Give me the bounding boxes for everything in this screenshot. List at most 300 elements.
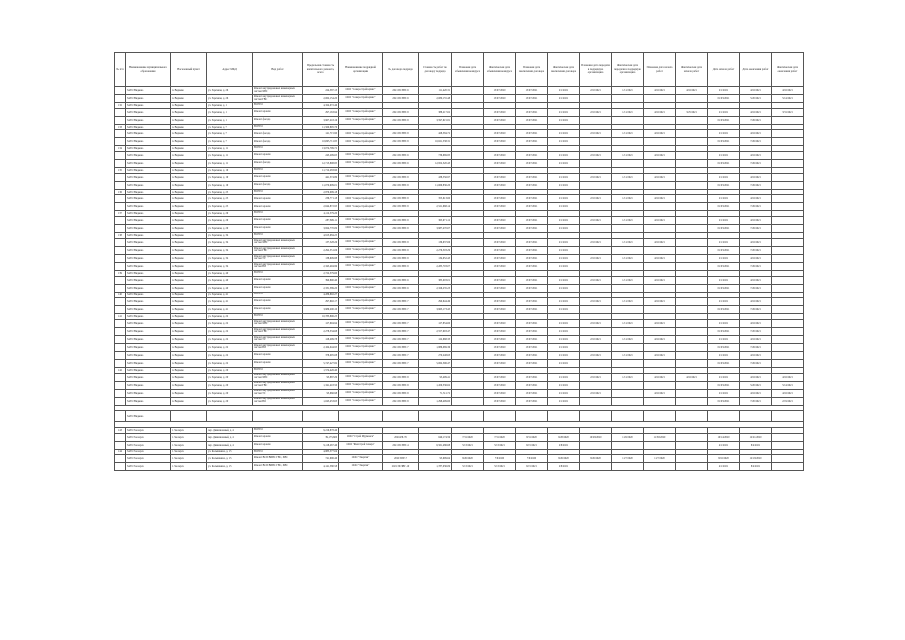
table-cell: п. Видяево [171,359,207,367]
table-cell [772,217,804,225]
table-cell [772,306,804,314]
table-cell: 15/07/2021 [516,397,548,405]
table-cell: 2/1/2021 [548,397,580,405]
table-cell [580,327,612,335]
table-cell: 741,996.46 [303,455,339,463]
table-cell: ЗАТО Видяево [126,367,171,373]
table-cell: 4,286,892.27 [303,292,339,298]
table-cell: 7/26/2021 [740,262,772,270]
table-cell: ул. Заречная, д. 1 [207,108,253,116]
table-cell: 428,384.72 [419,130,452,138]
table-cell: 15/07/2021 [516,160,548,168]
table-cell: 2/1/2021 [548,389,580,397]
table-cell: 1/11/2021 [612,238,644,246]
table-cell: 2021 ПСЗВГ-8 [383,203,419,211]
table-cell: 2021 ПСЗВГ-8 [383,389,419,397]
table-cell [676,381,708,389]
table-cell: п. Видяево [171,397,207,405]
table-cell: 01/03/2021 [708,397,740,405]
table-cell: п. Видяево [171,233,207,239]
table-cell: 388,217.62 [419,108,452,116]
table-cell: 4/16/2021 [644,373,676,381]
table-cell: 2021 ПСЗВГ-7 [383,351,419,359]
column-header: Предельная стоимость капитального ремонта, всего [303,53,339,87]
table-cell: 93,887.29 [303,373,339,381]
table-cell [452,254,484,262]
table-row [115,225,804,233]
table-cell: ул. Заречная, д. 25 [207,195,253,203]
table-cell: 2,062,154.20 [303,95,339,103]
table-cell: 136,637.66 [419,238,452,246]
table-cell: 15/07/2021 [516,343,548,351]
table-cell: г. Заозерск [171,455,207,463]
table-cell: ул. Заречная, д. 34 [207,233,253,239]
table-cell [676,319,708,327]
table-cell: п. Видяево [171,335,207,343]
table-cell: ЗАТО Видяево [126,254,171,262]
table-cell: ООО "Северостройсервис" [339,351,383,359]
table-cell: 01/03/2021 [708,225,740,233]
table-cell: 15/07/2020 [484,276,516,284]
table-cell: 15/07/2020 [484,152,516,160]
column-header: Фактическая дата начала работ [676,53,708,87]
table-cell [612,225,644,233]
table-cell: 4/16/2021 [644,335,676,343]
table-cell: ул. Заречная, д. 20 [207,397,253,405]
table-cell [772,173,804,181]
table-cell: 11,669,836.20 [419,181,452,189]
table-cell: 3,967,218.16 [303,116,339,124]
table-cell [676,463,708,471]
table-cell: ул. Заречная, д. 29 [207,211,253,217]
table-cell [452,381,484,389]
table-cell: 15/07/2021 [516,130,548,138]
table-cell: 7/20/2021 [740,397,772,405]
table-cell: ул. Заречная, д. 20 [207,381,253,389]
table-cell: 137 [115,211,126,217]
table-cell: 1/11/2021 [612,108,644,116]
table-cell: 3,987,470.67 [419,225,452,233]
table-cell: 4,141,580.58 [303,463,339,471]
table-row [115,173,804,181]
table-cell: ЗАТО Заозерск [126,455,171,463]
table-cell [772,441,804,449]
table-cell: 5,062,396.47 [419,359,452,367]
table-cell: 15/07/2020 [484,335,516,343]
table-cell [580,411,612,422]
table-cell [452,284,484,292]
table-cell [644,306,676,314]
table-cell: 1/11/2021 [612,195,644,203]
table-cell [115,455,126,463]
table-cell: 2/1/2021 [548,238,580,246]
table-cell: 365,971.12 [419,217,452,225]
table-cell: ул. Заречная, д. 11 [207,146,253,152]
table-cell: ЗАТО Видяево [126,292,171,298]
table-cell: 15/07/2020 [484,389,516,397]
table-cell: п. Видяево [171,262,207,270]
table-cell: 15/07/2020 [484,108,516,116]
table-cell: п. Видяево [171,238,207,246]
table-cell: 01/03/2021 [708,359,740,367]
table-row [115,306,804,314]
table-cell: 133 [115,124,126,130]
table-cell [644,225,676,233]
table-cell [612,116,644,124]
table-cell: 2/10/2021 [580,130,612,138]
table-cell: 15/07/2021 [516,327,548,335]
table-cell: 4/16/2021 [644,276,676,284]
table-cell: 2021 ПСЗВГ-4 [383,441,419,449]
table-cell: 3/31/2021 [772,108,804,116]
table-cell [452,298,484,306]
table-cell: 1,341,418.50 [303,381,339,389]
table-cell: 2,164,044.95 [303,343,339,351]
table-cell [580,160,612,168]
table-cell: г. Заозерск [171,427,207,433]
table-cell [115,238,126,246]
table-cell [612,246,644,254]
table-cell [772,152,804,160]
table-cell [772,160,804,168]
table-cell: ЗАТО Видяево [126,238,171,246]
table-cell: Ремонт кровли [253,351,303,359]
table-cell: 140 [115,292,126,298]
table-cell: 2/1/2021 [548,108,580,116]
table-cell: 2/19/2021 [772,397,804,405]
table-cell: 4/16/2021 [644,351,676,359]
table-cell: 11/7/2020 [644,455,676,463]
table-cell: ЗАТО Видяево [126,314,171,320]
table-cell: ЗАТО Видяево [126,351,171,359]
table-cell [580,381,612,389]
table-cell: ООО "Северостройсервис" [339,343,383,351]
table-cell: 4,913,984.25 [303,233,339,239]
table-cell: 2021 ПСЗВГ-7 [383,343,419,351]
table-cell: 15/07/2020 [484,381,516,389]
table-cell [452,319,484,327]
table-cell: ВСЕГО: [253,367,303,373]
table-cell: 13,074,799.72 [303,146,339,152]
table-cell [612,284,644,292]
table-cell: 15/07/2021 [516,152,548,160]
table-cell: ООО "Северостройсервис" [339,262,383,270]
table-cell: ул. Заречная, д. 22 [207,335,253,343]
table-row [115,397,804,405]
table-cell: ЗАТО Видяево [126,189,171,195]
table-cell [612,306,644,314]
table-cell: 4/16/2021 [676,87,708,95]
table-cell [580,463,612,471]
table-cell: 4/16/2021 [644,195,676,203]
table-cell: ул. Заречная, д. 7 [207,124,253,130]
table-cell [452,306,484,314]
table-cell: п. Видяево [171,116,207,124]
table-cell: 4/16/2021 [644,108,676,116]
table-cell [644,381,676,389]
table-cell: ООО "Северостройсервис" [339,238,383,246]
table-cell: 438,556.97 [419,173,452,181]
table-cell: ООО "Северостройсервис" [339,389,383,397]
table-cell: 4/16/2021 [644,152,676,160]
table-cell: 12/21/2020 [740,433,772,441]
table-cell [676,262,708,270]
table-cell: п. Видяево [171,95,207,103]
table-cell [115,181,126,189]
table-cell: 297,692.17 [303,298,339,306]
table-cell: 15/07/2021 [516,254,548,262]
table-cell [772,327,804,335]
table-cell [612,397,644,405]
table-cell: ул. Заречная, д. 26 [207,87,253,95]
table-cell: Ремонт внутридомовых инженерных систем ТС [253,389,303,397]
table-cell: п. Видяево [171,87,207,95]
table-cell: ЗАТО Видяево [126,359,171,367]
table-cell [612,411,644,422]
table-row [115,389,804,397]
table-cell: п. Видяево [171,225,207,233]
table-cell [580,359,612,367]
table-cell [452,246,484,254]
table-cell: п. Видяево [171,138,207,146]
table-cell: 2/10/2021 [580,152,612,160]
table-cell: 143 [115,427,126,433]
table-cell [452,203,484,211]
table-cell: 2021 ПСЗВГ-8 [383,238,419,246]
table-cell [115,173,126,181]
table-cell: п. Видяево [171,108,207,116]
column-header: Адрес МКД [207,53,253,87]
table-cell: ул. Заречная, д. 34 [207,238,253,246]
table-cell [644,441,676,449]
table-cell: ООО "Северостройсервис" [339,373,383,381]
table-cell [708,411,740,422]
table-cell: 2/1/2021 [708,351,740,359]
table-cell: 7/26/2021 [740,116,772,124]
table-cell: ООО "Северостройсервис" [339,116,383,124]
table-cell: 01/03/2021 [708,306,740,314]
table-cell: Ремонт внутридомовых инженерных систем ТС [253,335,303,343]
table-cell: 4/16/2021 [740,276,772,284]
table-cell: 15/07/2021 [516,389,548,397]
table-cell: ул. Заречная, д. 29 [207,217,253,225]
table-cell: 15/07/2021 [516,108,548,116]
table-cell: 4/16/2021 [772,87,804,95]
table-cell: 1/11/2021 [612,276,644,284]
table-cell [612,389,644,397]
table-cell: 355,613.60 [419,195,452,203]
table-cell: ООО "Северостройсервис" [339,319,383,327]
table-cell [676,195,708,203]
table-cell [644,138,676,146]
table-cell: 2/10/2021 [580,87,612,95]
table-cell: Ремонт ВСП ВИВС ГВС, ХВС [253,463,303,471]
table-cell [452,373,484,381]
table-cell: 6,561,486.68 [419,441,452,449]
table-cell [452,238,484,246]
table-cell [115,225,126,233]
table-cell: 144 [115,449,126,455]
table-cell: 2/10/2021 [580,389,612,397]
table-cell: Ремонт внутридомовых инженерных систем ВО [253,343,303,351]
table-cell [676,351,708,359]
table-cell: 7/26/2021 [740,343,772,351]
table-cell: 5/13/2021 [452,441,484,449]
table-cell: 2,644,872.95 [303,203,339,211]
table-cell: 2/1/2021 [548,327,580,335]
table-cell: 297,163.94 [303,108,339,116]
table-cell: 2021 ПСЗВГ-8 [383,397,419,405]
table-cell: 2/10/2021 [580,217,612,225]
table-cell: 1/11/2021 [612,254,644,262]
table-cell: 01/03/2021 [708,116,740,124]
table-cell: 15/07/2021 [516,298,548,306]
table-cell: 2021 ПСЗВГ-8 [383,381,419,389]
table-cell [644,181,676,189]
table-cell [772,195,804,203]
table-cell: 11/6/2020 [612,433,644,441]
table-cell [419,411,452,422]
table-cell: ООО "Северостройсервис" [339,195,383,203]
table-cell: 7/26/2021 [740,138,772,146]
table-cell: ООО "Северостройсервис" [339,284,383,292]
table-cell: Ремонт внутридомовых инженерных систем ВО [253,262,303,270]
table-cell [676,335,708,343]
table-cell [452,389,484,397]
table-cell: 2/1/2021 [708,217,740,225]
table-row [115,152,804,160]
table-cell [580,343,612,351]
table-cell: ООО "Северостройсервис" [339,298,383,306]
table-cell: ООО "Энергия" [339,463,383,471]
table-cell: 95,999.64 [419,455,452,463]
table-cell: 2/1/2021 [708,195,740,203]
table-cell [612,463,644,471]
table-cell: 01/03/2021 [708,181,740,189]
table-cell: 2021 ПСЗВГ-7 [383,306,419,314]
table-row [115,335,804,343]
table-row [115,455,804,463]
table-cell: ЗАТО Заозерск [126,449,171,455]
table-cell: 2/1/2021 [548,138,580,146]
table-cell: 2/1/2021 [708,254,740,262]
table-cell: ул. Заречная, д. 41 [207,292,253,298]
table-cell: ЗАТО Видяево [126,195,171,203]
table-cell: 2021 ПСЗВГ-7 [383,319,419,327]
table-cell: ул. Заречная, д. 11 [207,160,253,168]
table-cell: п. Видяево [171,211,207,217]
table-cell: Ремонт фасада [253,116,303,124]
table-cell: 127,854.60 [419,319,452,327]
table-cell [772,298,804,306]
table-cell: 2,521,668.14 [419,203,452,211]
table-cell: 1,886,069.36 [419,343,452,351]
table-cell [452,87,484,95]
table-cell: 2,285,703.07 [419,262,452,270]
table-cell: 4/16/2021 [676,373,708,381]
table-cell [676,254,708,262]
table-cell: ул. Заречная, д. 22 [207,319,253,327]
table-cell [612,181,644,189]
table-cell: 4/16/2021 [644,319,676,327]
table-cell: ЗАТО Видяево [126,262,171,270]
table-cell [676,389,708,397]
table-cell: 4/16/2021 [740,130,772,138]
table-cell [772,130,804,138]
table-cell: 2,080,155.48 [419,95,452,103]
table-cell: п. Видяево [171,389,207,397]
table-cell: 15/07/2021 [516,181,548,189]
table-cell: 4/16/2021 [740,173,772,181]
table-cell [612,138,644,146]
table-cell: 12,952,320.43 [419,160,452,168]
table-cell [383,411,419,422]
table-cell: 3,963,173.45 [419,306,452,314]
table-cell [303,411,339,422]
table-cell: 2/1/2021 [708,389,740,397]
table-cell [612,95,644,103]
table-cell: п. Видяево [171,351,207,359]
table-cell: 15/07/2020 [484,138,516,146]
table-cell: 2/1/2021 [548,246,580,254]
table-cell [644,203,676,211]
table-cell: 2/1/2021 [548,276,580,284]
table-cell: 7/26/2021 [740,306,772,314]
table-cell [676,284,708,292]
table-cell [115,284,126,292]
table-cell: 4/16/2021 [740,108,772,116]
table-cell [676,411,708,422]
table-cell [580,138,612,146]
table-cell [612,262,644,270]
table-cell: ул. Заречная, д. 22 [207,314,253,320]
table-cell [253,411,303,422]
table-cell: 15/07/2021 [516,225,548,233]
table-cell: ул. Заречная, д. 34 [207,262,253,270]
table-cell: 2021 ПСЗВГ-7 [383,359,419,367]
table-cell: 7/31/2020 [452,433,484,441]
table-cell: п. Видяево [171,327,207,335]
table-cell: ВСЕГО: [253,427,303,433]
table-cell: 2/1/2021 [708,319,740,327]
column-header: Фактическая дата объявления конкурса [484,53,516,87]
table-cell: ул. Заречная, д. 22 [207,351,253,359]
table-cell: ВСЕГО: [253,449,303,455]
table-cell: ЗАТО Видяево [126,103,171,109]
table-cell [115,373,126,381]
table-cell: 1,045,453.63 [303,397,339,405]
table-cell: п. Видяево [171,292,207,298]
table-cell: п. Видяево [171,181,207,189]
table-cell [580,262,612,270]
table-cell [612,343,644,351]
table-cell [644,262,676,270]
table-cell [115,95,126,103]
table-cell: ЗАТО Видяево [126,270,171,276]
table-cell [339,411,383,422]
table-cell [772,343,804,351]
table-cell [452,225,484,233]
table-cell: 15/07/2021 [516,359,548,367]
table-cell: 2/1/2021 [548,87,580,95]
table-cell [644,284,676,292]
table-cell: 2/1/2021 [548,373,580,381]
table-cell: ЗАТО Видяево [126,108,171,116]
table-cell: 2/10/2021 [580,335,612,343]
table-cell: 10,783,896.25 [303,314,339,320]
table-cell: 15/07/2021 [516,381,548,389]
table-cell: ЗАТО Видяево [126,160,171,168]
